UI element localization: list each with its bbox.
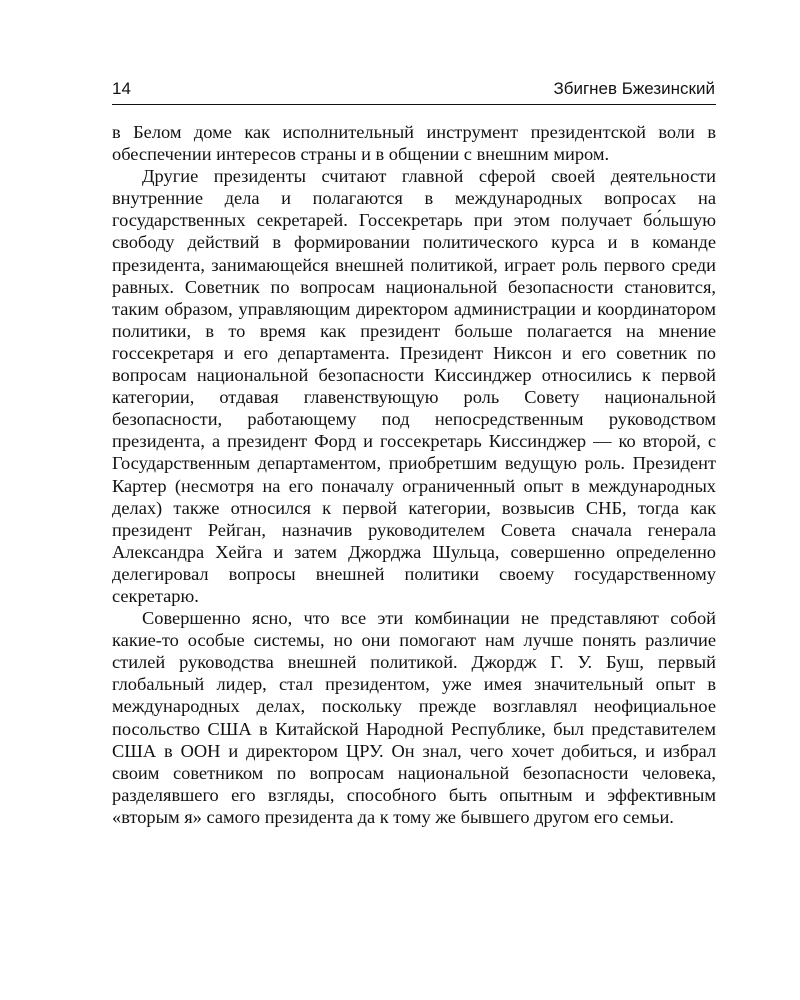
body-text — [112, 121, 716, 828]
running-title: Збигнев Бжезинский — [553, 79, 715, 98]
page-number: 14 — [112, 79, 131, 98]
paragraph: Другие президенты считают главной сферой своей деятельности внутренние дела и полагаются в международных вопросах на государственных секретарей. Госсекретарь при этом получает бо́льшую свободу действий в формировании политического курса и в команде президента, занимающейся внешней политикой, играет роль первого среди равных. Советник по вопросам национальной безопасности становится, таким образом, управляющим директором администрации и координатором политики, в то время как президент больше полагается на мнение госсекретаря и его департамента. Президент Никсон и его советник по вопросам национальной безопасности Киссинджер относились к первой категории, отдавая главенствующую роль Совету национальной безопасности, работающему под непосредственным руководством президента, а президент Форд и госсекретарь Киссинджер — ко второй, с Государственным департаментом, приобретшим ведущую роль. Президент Картер (несмотря на его поначалу ограниченный опыт в международных делах) также относился к первой категории, возвысив СНБ, тогда как президент Рейган, назначив руководителем Совета сначала генерала Александра Хейга и затем Джорджа Шульца, совершенно определенно делегировал вопросы внешней политики своему государственному секретарю. — [112, 166, 716, 606]
header-rule — [112, 104, 716, 105]
running-head — [112, 79, 715, 105]
paragraph: в Белом доме как исполнительный инструмент президентской воли в обеспечении интересов страны и в общении с внешним миром. — [112, 122, 716, 165]
paragraph: Совершенно ясно, что все эти комбинации не представляют собой какие-то особые системы, но они помогают нам лучше понять различие стилей руководства внешней политикой. Джордж Г. У. Буш, первый глобальный лидер, стал президентом, уже имея значительный опыт в международных делах, поскольку прежде возглавлял неофициальное посольство США в Китайской Народной Республике, был представителем США в ООН и директором ЦРУ. Он знал, чего хочет добиться, и избрал своим советником по вопросам национальной безопасности человека, разделявшего его взгляды, способного быть опытным и эффективным «вторым я» самого президента да к тому же бывшего другом его семьи. — [112, 608, 716, 827]
